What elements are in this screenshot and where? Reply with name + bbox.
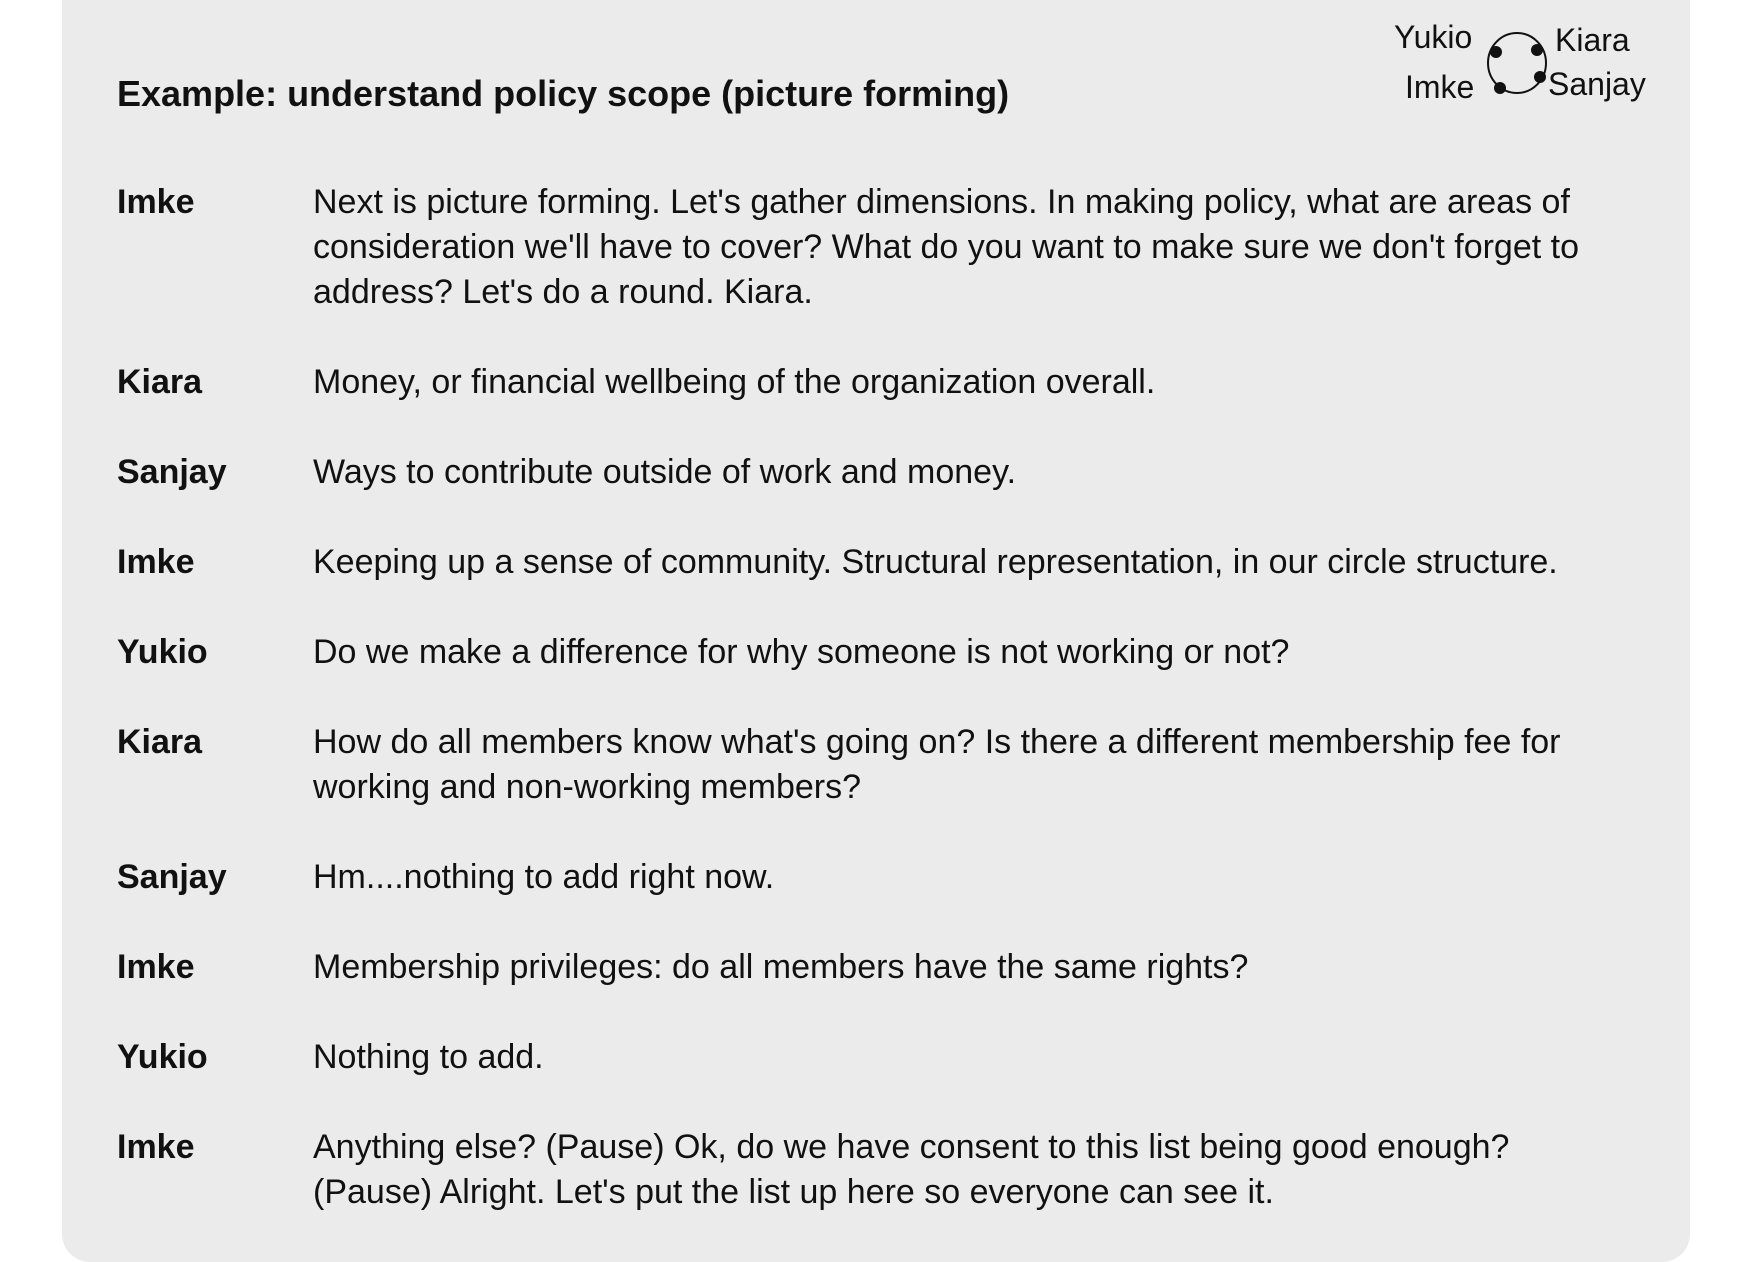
dialogue-row [117,180,1637,315]
participant-dot-yukio [1490,46,1502,58]
dialogue-row [117,720,1637,810]
speaker-name: Yukio [117,1038,208,1076]
dialogue-text: Anything else? (Pause) Ok, do we have consent to this list being good enough? (Pause) Alright. Let's put the list up here so everyone can see it. [313,1128,1510,1211]
speaker-name: Sanjay [117,453,227,491]
dialogue-row [117,1125,1637,1215]
participant-dot-kiara [1531,44,1543,56]
dialogue-row [117,630,1637,675]
speaker-name: Yukio [117,633,208,671]
dialogue-text: Ways to contribute outside of work and money. [313,453,1017,491]
dialogue-text: Membership privileges: do all members have the same rights? [313,948,1249,986]
dialogue-text: Nothing to add. [313,1038,544,1076]
dialogue-row [117,945,1637,990]
dialogue-row [117,855,1637,900]
circle-legend [1390,18,1680,128]
legend-name-kiara: Kiara [1555,22,1630,58]
dialogue-text: How do all members know what's going on? Is there a different membership fee for working and non-working members? [313,723,1561,806]
speaker-name: Kiara [117,723,203,761]
dialogue-list [117,180,1637,1260]
page-title: Example: understand policy scope (picture forming) [117,73,1010,114]
speaker-name: Imke [117,543,195,581]
dialogue-row [117,1035,1637,1080]
speaker-name: Imke [117,948,195,986]
participant-dot-sanjay [1534,71,1546,83]
dialogue-text: Money, or financial wellbeing of the organization overall. [313,363,1156,401]
dialogue-row [117,450,1637,495]
speaker-name: Imke [117,183,195,221]
speaker-name: Imke [117,1128,195,1166]
dialogue-text: Hm....nothing to add right now. [313,858,775,896]
speaker-name: Kiara [117,363,203,401]
legend-name-yukio: Yukio [1394,19,1473,55]
dialogue-row [117,360,1637,405]
speaker-name: Sanjay [117,858,227,896]
dialogue-text: Do we make a difference for why someone is not working or not? [313,633,1290,671]
dialogue-row [117,540,1637,585]
dialogue-text: Keeping up a sense of community. Structural representation, in our circle structure. [313,543,1558,581]
legend-name-imke: Imke [1405,69,1475,105]
legend-name-sanjay: Sanjay [1548,66,1646,102]
participant-dot-imke [1494,82,1506,94]
dialogue-text: Next is picture forming. Let's gather dimensions. In making policy, what are areas of consideration we'll have to cover? What do you want to make sure we don't forget to address? Let's do a round. Kiara. [313,183,1580,311]
